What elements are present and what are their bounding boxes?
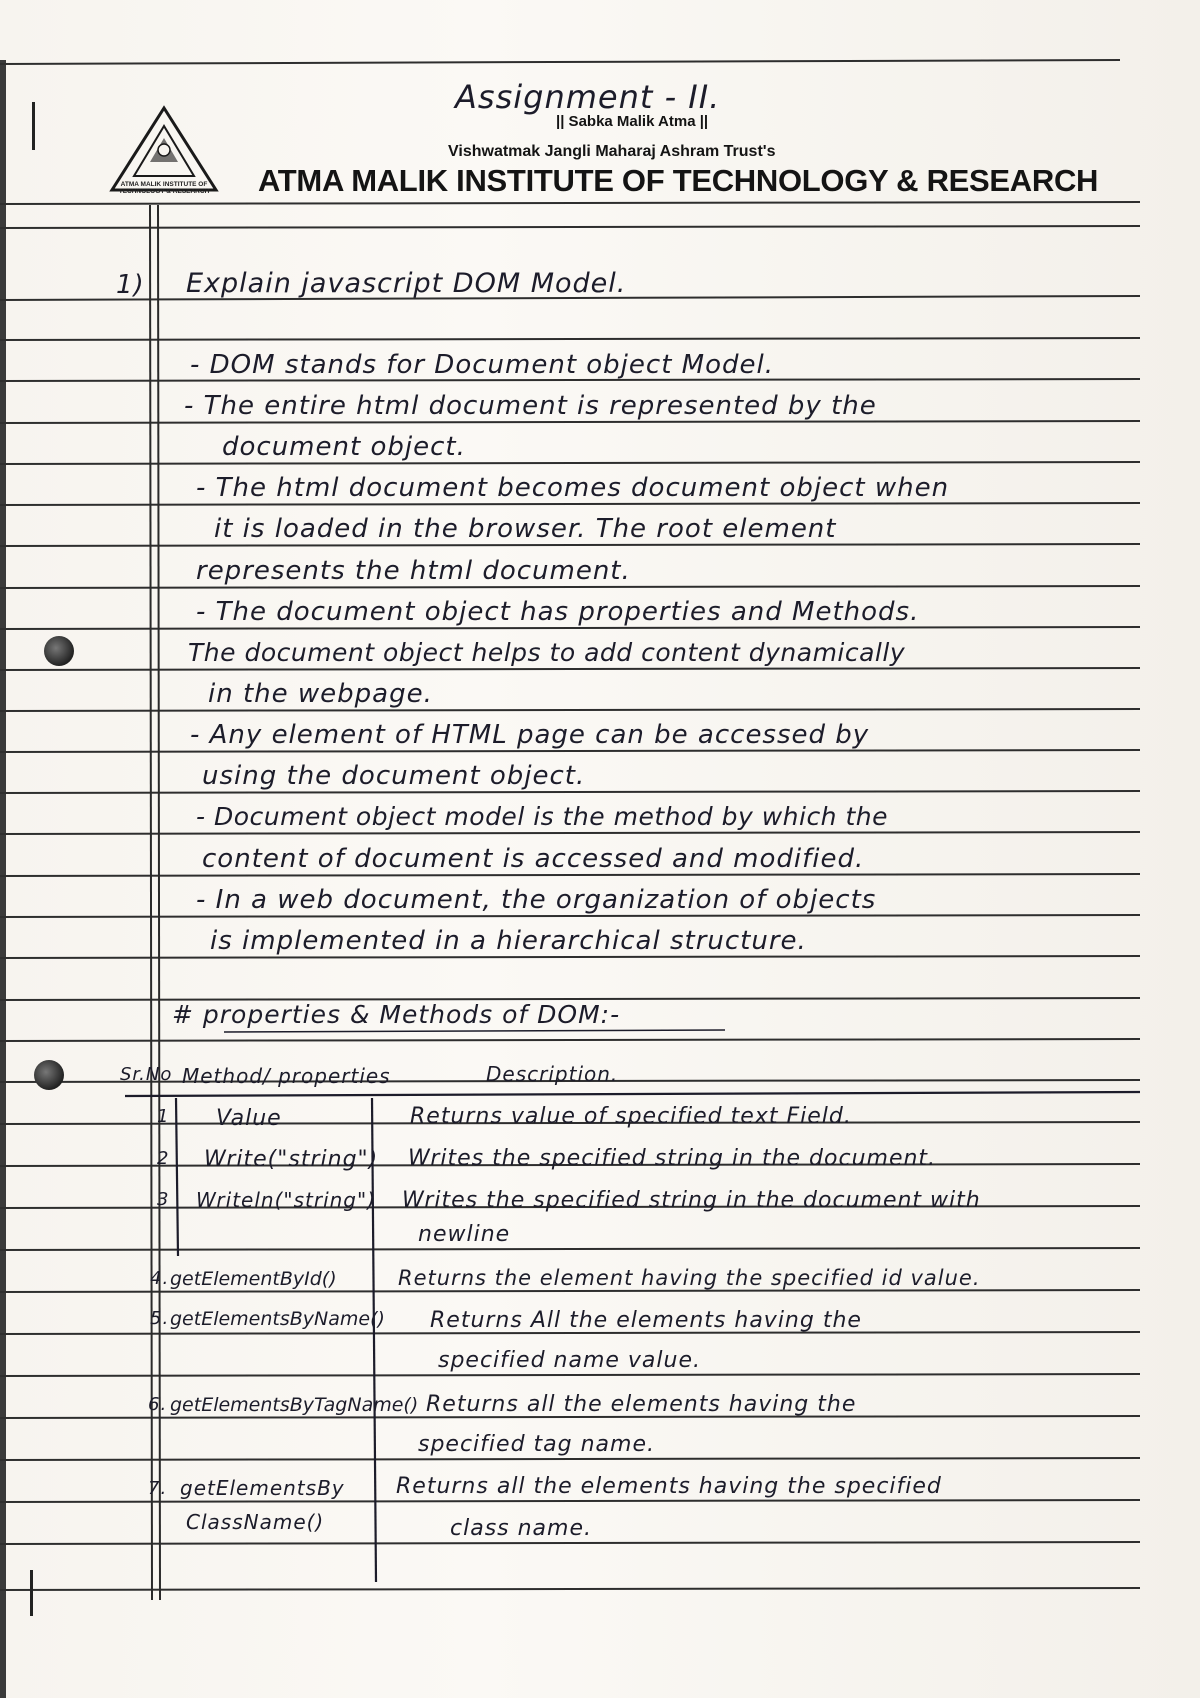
margin-line [150,205,152,1600]
rule-line [0,1500,1140,1502]
note-line: in the webpage. [208,679,433,709]
table-row-description: Returns all the elements having the specified [396,1474,942,1499]
punch-hole [44,636,74,666]
table-row-sr: 2 [157,1148,170,1169]
table-row-method: Value [216,1106,282,1131]
table-row-description: Writes the specified string in the document with [402,1188,981,1213]
rule-line [0,544,1140,546]
note-line: document object. [222,432,466,462]
rule-line [0,956,1140,958]
rule-line [0,915,1140,917]
table-row-description: Writes the specified string in the document. [408,1146,937,1171]
rule-line [0,503,1140,505]
table-row-description: Returns All the elements having the [430,1308,862,1333]
note-line: using the document object. [202,761,586,791]
table-row-method: Write("string") [204,1147,379,1172]
question-number: 1) [116,270,145,300]
note-line: - Any element of HTML page can be accessed by [190,720,870,750]
table-row-description: specified tag name. [418,1432,655,1457]
rule-line [0,421,1140,423]
note-line: - Document object model is the method by which the [196,802,889,831]
rule-line [0,668,1140,670]
rule-line [0,832,1140,834]
table-row-method: getElementById() [170,1268,337,1290]
note-line: content of document is accessed and modified. [202,844,865,874]
rule-line [0,462,1140,464]
logo-caption: ATMA MALIK INSTITUTE OF TECHNOLOGY & RESEARCH [118,181,210,195]
note-line: it is loaded in the browser. The root element [214,514,837,544]
rule-line [0,1290,1140,1292]
rule-line [0,202,1140,204]
note-line: The document object helps to add content dynamically [188,638,906,667]
section-heading: # properties & Methods of DOM:- [172,1000,621,1029]
table-header-rule [125,1092,1140,1096]
rule-line [0,1248,1140,1250]
rule-line [0,709,1140,711]
note-line: - The html document becomes document object when [196,473,950,503]
table-row-sr: 1 [157,1106,170,1127]
note-line: - The entire html document is represented by the [184,391,877,421]
table-row-method: getElementsByName() [170,1308,385,1330]
table-row-method: getElementsBy [180,1476,345,1500]
note-line: is implemented in a hierarchical structure. [210,926,807,956]
ink-mark [30,1570,33,1616]
rule-line [0,874,1140,876]
question-text: Explain javascript DOM Model. [186,268,627,299]
table-row-sr: 6. [148,1394,168,1415]
institute-motto: || Sabka Malik Atma || [556,113,709,130]
rule-line [0,1458,1140,1460]
rule-line [0,586,1140,588]
rule-line [0,1588,1140,1590]
institute-name: ATMA MALIK INSTITUTE OF TECHNOLOGY & RESEARCH [258,163,1099,198]
rule-line [0,750,1140,752]
assignment-title: Assignment - II. [455,78,721,116]
table-row-description: newline [418,1222,511,1247]
table-row-sr: 7. [148,1478,168,1499]
table-row-description: Returns value of specified text Field. [410,1104,852,1129]
table-row-sr: 5. [150,1308,170,1329]
ink-mark [32,102,35,150]
rule-line [0,1542,1140,1544]
note-line: - In a web document, the organization of objects [196,885,877,915]
table-row-method: getElementsByTagName() [170,1394,419,1416]
margin-line [158,205,160,1600]
table-row-method: Writeln("string") [196,1188,376,1212]
rule-line [0,338,1140,340]
note-line: represents the html document. [196,556,631,586]
table-row-description: specified name value. [438,1348,701,1373]
note-line: - The document object has properties and Methods. [196,597,920,627]
rule-line [0,627,1140,629]
table-row-description: Returns all the elements having the [426,1392,857,1417]
table-row-description: class name. [450,1516,592,1541]
note-line: - DOM stands for Document object Model. [190,350,774,380]
trust-name: Vishwatmak Jangli Maharaj Ashram Trust's [448,143,776,160]
table-column-line [176,1098,178,1256]
rule-line [0,1374,1140,1376]
table-header-description: Description. [486,1062,619,1086]
rule-line [0,791,1140,793]
rule-line [0,226,1140,228]
table-row-sr: 3 [157,1189,170,1210]
rule-line [0,1039,1140,1041]
table-row-method: ClassName() [186,1510,325,1534]
table-row-description: Returns the element having the specified id value. [398,1266,981,1290]
table-header-method: Method/ properties [182,1064,391,1088]
table-row-sr: 4. [150,1268,170,1289]
table-header-sr-no: Sr.No [120,1064,173,1085]
punch-hole [34,1060,64,1090]
